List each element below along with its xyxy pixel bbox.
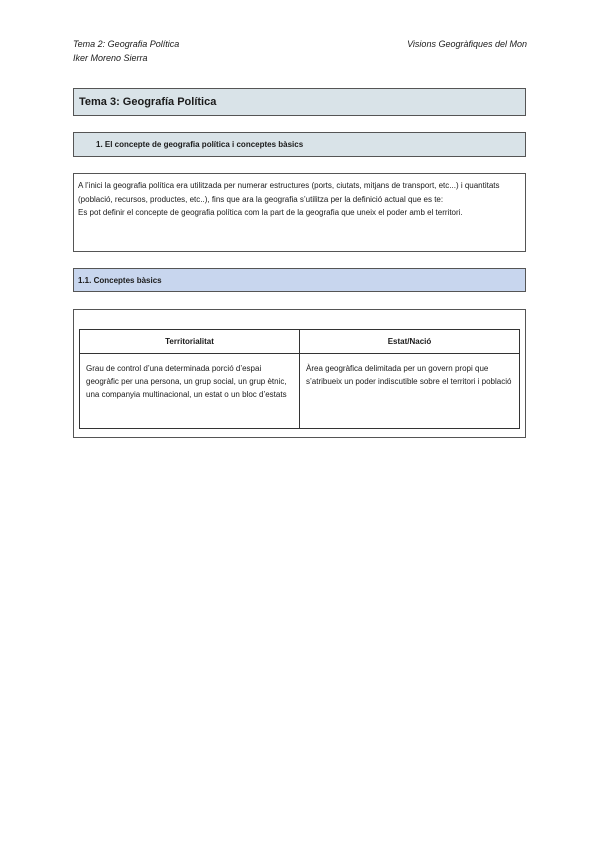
section-heading: 1. El concepte de geografia política i conceptes bàsics (96, 140, 304, 149)
section-heading-box (73, 132, 526, 157)
subsection-heading-box (73, 268, 526, 292)
table-header-territorialitat: Territorialitat (80, 330, 300, 354)
subsection-heading: 1.1. Conceptes bàsics (78, 276, 162, 285)
page-header-right: Visions Geogràfiques del Mon (407, 39, 527, 49)
table-header-estat-nacio: Estat/Nació (300, 330, 520, 354)
page-header-left (73, 37, 179, 65)
intro-paragraph: A l’inici la geografia política era utilitzada per numerar estructures (ports, ciutats, mitjans de transport, etc...) i quantitats (població, recursos, productes, etc..), fins que ara la geografia s’utilitza per la definició actual que es te: (78, 181, 500, 204)
course-title: Tema 2: Geografia Política (73, 39, 180, 49)
intro-text-box (73, 173, 526, 252)
table-header-row (80, 330, 520, 354)
table-row (80, 354, 520, 429)
territorialitat-definition: Grau de control d’una determinada porció d’espai geogràfic per una persona, un grup social, un grup ètnic, una companyia multinacional, un estat o un bloc d’estats (80, 354, 300, 429)
author-name: Iker Moreno Sierra (73, 53, 148, 63)
title-box (73, 88, 526, 116)
concepts-table (79, 329, 520, 429)
estat-nacio-definition: Àrea geogràfica delimitada per un govern propi que s’atribueix un poder indiscutible sobre el territori i població (300, 354, 520, 429)
concepts-table-box (73, 309, 526, 438)
definition-paragraph: Es pot definir el concepte de geografia política com la part de la geografia que uneix el poder amb el territori. (78, 208, 463, 217)
page-title: Tema 3: Geografía Política (79, 96, 217, 108)
